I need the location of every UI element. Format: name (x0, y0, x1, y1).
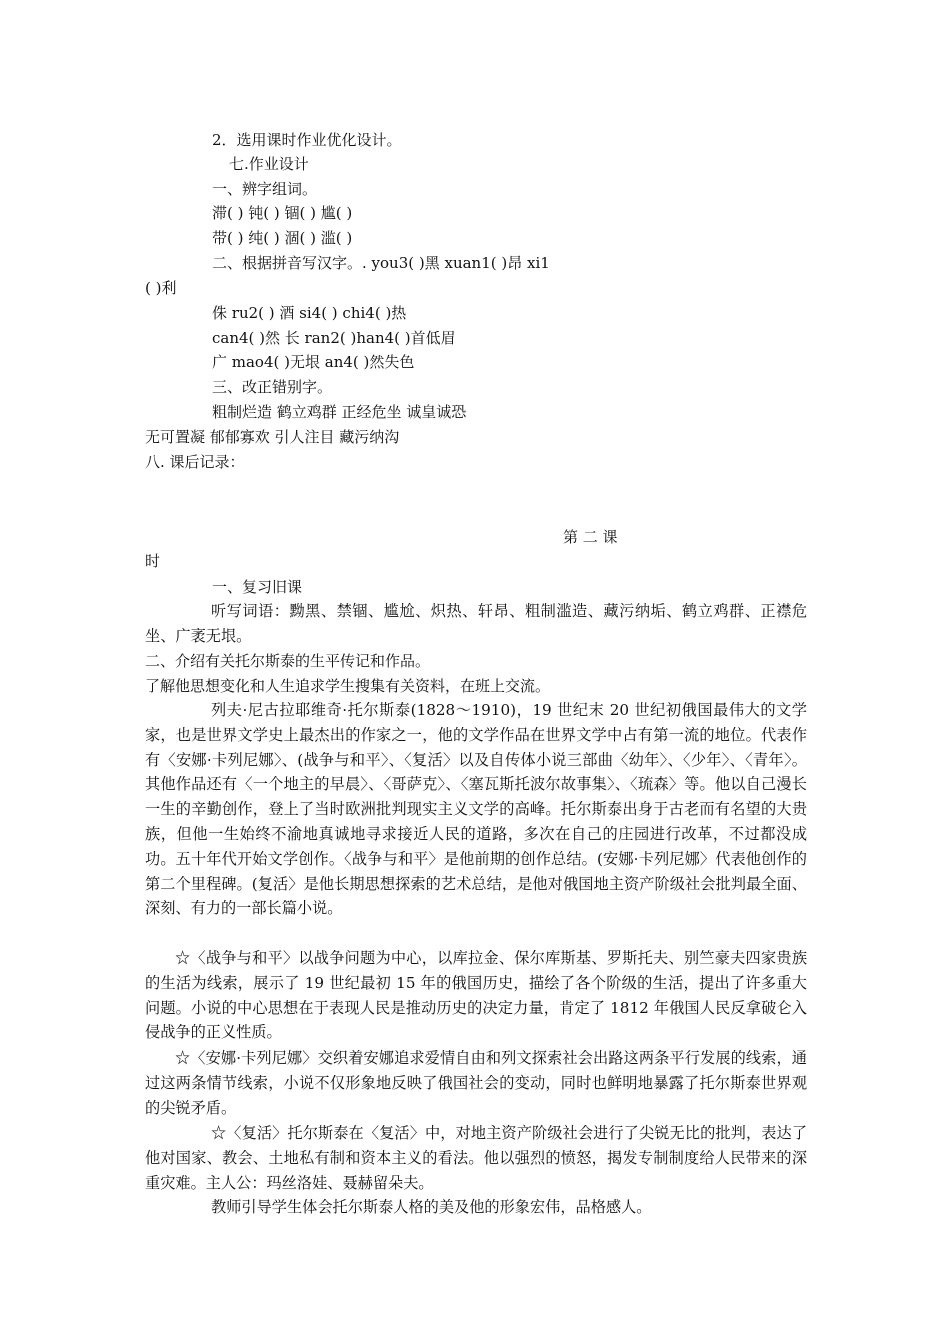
q1-row-2: 带( ) 纯( ) 涸( ) 滥( ) (212, 229, 353, 247)
teacher-guidance: 教师引导学生体会托尔斯泰人格的美及他的形象宏伟，品格感人。 (211, 1198, 652, 1216)
lesson-heading-end: 时 (145, 552, 161, 570)
review-title: 一、复习旧课 (212, 578, 303, 596)
section-8-heading: 八. 课后记录： (145, 453, 245, 471)
q2-continuation: ( )利 (145, 279, 177, 297)
q3-title: 三、改正错别字。 (212, 378, 333, 396)
q1-title: 一、辨字组词。 (212, 180, 318, 198)
tolstoy-bio-paragraph: 列夫·尼古拉耶维奇·托尔斯泰(1828～1910)，19 世纪末 20 世纪初俄国最伟大的文学家，也是世界文学史上最杰出的作家之一，他的文学作品在世界文学中占有第一流的地位。代表作有〈安娜·卡列尼娜〉、(战争与和平〉、〈复活〉以及自传体小说三部曲〈幼年〉、〈少年〉、〈青年〉。其他作品还有〈一个地主的早晨〉、〈哥萨克〉、〈塞瓦斯托波尔故事集〉、〈琉森〉等。他以自己漫长一生的辛勤创作，登上了当时欧洲批判现实主义文学的高峰。托尔斯泰出身于古老而有名望的大贵族，但他一生始终不渝地真诚地寻求接近人民的道路，多次在自己的庄园进行改革，不过都没成功。五十年代开始文学创作。〈战争与和平〉是他前期的创作总结。(安娜·卡列尼娜〉代表他创作的第二个里程碑。(复活〉是他长期思想探索的艺术总结，是他对俄国地主资产阶级社会批判最全面、深刻、有力的一部长篇小说。 (145, 701, 807, 918)
q2-row-1: 侏 ru2( ) 酒 si4( ) chi4( )热 (212, 304, 407, 322)
q2-row-3: 广 mao4( )无垠 an4( )然失色 (212, 353, 415, 371)
intro-title: 二、介绍有关托尔斯泰的生平传记和作品。 (145, 652, 431, 670)
q1-row-1: 滞( ) 钝( ) 锢( ) 尴( ) (212, 204, 353, 222)
q2-title: 二、根据拼音写汉字。. you3( )黑 xuan1( )昂 xi1 (212, 254, 550, 272)
section-7-heading: 七.作业设计 (229, 155, 309, 173)
war-and-peace-paragraph: ☆〈战争与和平〉以战争问题为中心，以库拉金、保尔库斯基、罗斯托夫、别竺豪夫四家贵族的生活为线索，展示了 19 世纪最初 15 年的俄国历史，描绘了各个阶级的生活，提出了许多重大问题。小说的中心思想在于表现人民是推动历史的决定力量，肯定了 1812 年俄国人民反拿破仑入侵战争的正义性质。 (145, 949, 807, 1042)
resurrection-paragraph: ☆〈复活〉托尔斯泰在〈复活〉中，对地主资产阶级社会进行了尖锐无比的批判，表达了他对国家、教会、土地私有制和资本主义的看法。他以强烈的愤怒，揭发专制制度给人民带来的深重灾难。主人公：玛丝洛娃、聂赫留朵夫。 (145, 1124, 807, 1192)
q3-row-1: 粗制烂造 鹤立鸡群 正经危坐 诚皇诚恐 (212, 403, 467, 421)
anna-karenina-paragraph: ☆〈安娜·卡列尼娜〉交织着安娜追求爱情自由和列文探索社会出路这两条平行发展的线索，通过这两条情节线索，小说不仅形象地反映了俄国社会的变动，同时也鲜明地暴露了托尔斯泰世界观的尖锐矛盾。 (145, 1049, 807, 1117)
lesson-heading: 第 二 课 (563, 528, 618, 546)
q2-row-2: can4( )然 长 ran2( )han4( )首低眉 (212, 329, 456, 347)
dictation-paragraph: 听写词语：黝黑、禁锢、尴尬、炽热、轩昂、粗制滥造、藏污纳垢、鹤立鸡群、正襟危坐、广袤无垠。 (145, 602, 807, 645)
intro-line: 了解他思想变化和人生追求学生搜集有关资料，在班上交流。 (145, 677, 551, 695)
q3-row-2: 无可置凝 郁郁寡欢 引人注目 藏污纳沟 (145, 428, 400, 446)
step-2: 2．选用课时作业优化设计。 (212, 131, 402, 149)
